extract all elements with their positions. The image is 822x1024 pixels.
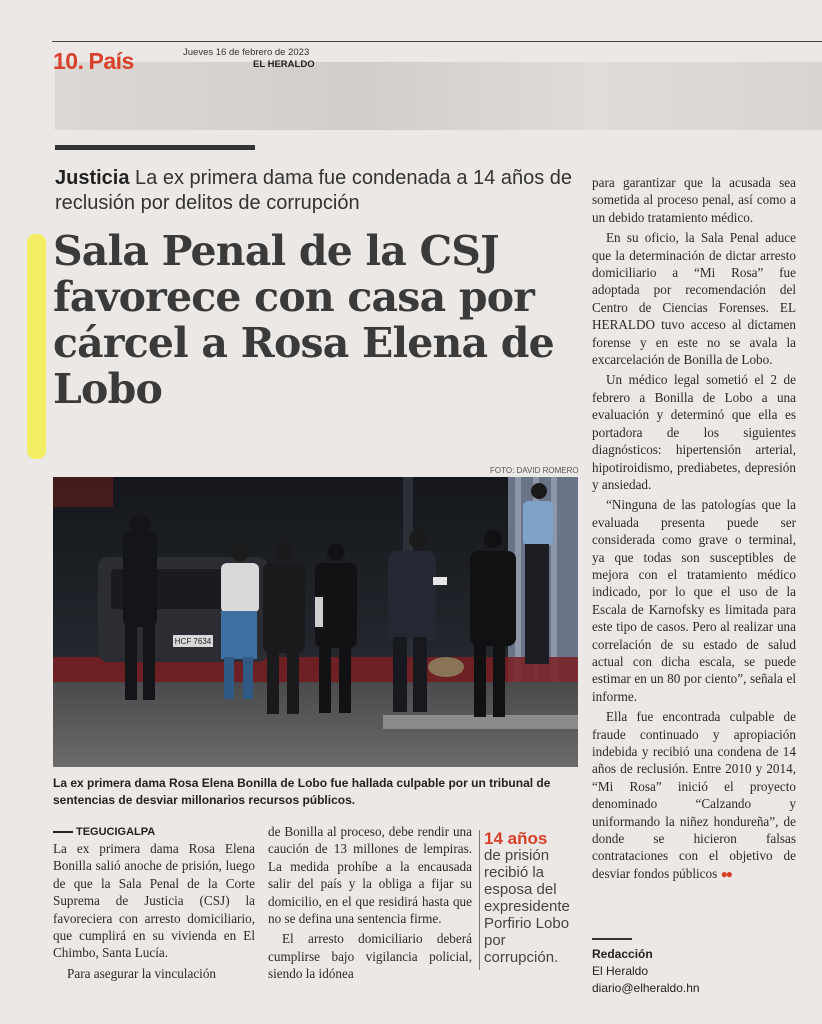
dateline-dash [53, 831, 73, 833]
dateline-text: TEGUCIGALPA [76, 826, 156, 838]
paragraph: de Bonilla al proceso, debe rendir una caución de 13 millones de lempiras. La medida prohíbe a la encausada salir del país y la obliga a fijar su domicilio, en el que residirá hasta que no se defina una sentencia firme. [268, 824, 472, 927]
body-column-1 [53, 840, 255, 985]
kicker-tag: Justicia [55, 167, 130, 189]
paragraph: Para asegurar la vinculación [67, 965, 217, 981]
page-number [53, 48, 134, 75]
dateline [53, 826, 155, 838]
paragraph: Un médico legal sometió el 2 de febrero a Bonilla de Lobo a una evaluación y determinó que ella es portadora de los siguientes diagnósticos: hipertensión arterial, hipotiroidismo, prediabetes, depresión y ansiedad. [592, 372, 796, 492]
photo-credit: FOTO: DAVID ROMERO [490, 466, 579, 475]
byline-label: Redacción [592, 947, 653, 961]
previous-page-bleed [55, 62, 822, 130]
kicker [55, 166, 575, 216]
end-mark: ●● [720, 866, 732, 881]
section-name: País [88, 48, 134, 74]
header-newspaper: EL HERALDO [253, 59, 315, 70]
pullquote-rule [479, 830, 480, 970]
paragraph: En su oficio, la Sala Penal aduce que la determinación de dictar arresto domiciliario a “Mi Rosa” fue adoptada por recomendación del Centro de Ciencias Forenses. EL HERALDO tuvo acceso al dictamen forense y en este no se avala la excarcelación de Bonilla de Lobo. [592, 230, 796, 368]
paragraph: El arresto domiciliario deberá cumplirse bajo vigilancia policial, siendo la idónea [268, 931, 472, 982]
kicker-rule [55, 145, 255, 150]
pullquote [484, 830, 574, 966]
headline: Sala Penal de la CSJ favorece con casa por cárcel a Rosa Elena de Lobo [53, 227, 554, 413]
paragraph-text: Ella fue encontrada culpable de fraude continuado y apropiación indebida y recibió una condena de 14 años de reclusión. Entre 2010 y 2014, “Mi Rosa” inició el proyecto denominado “Calzando y uniformando la niñez hondureña”, de donde se hicieron falsas contrataciones con el objetivo de desviar fondos públicos [592, 709, 796, 881]
page-number-value: 10. [53, 48, 84, 74]
photo-caption: La ex primera dama Rosa Elena Bonilla de Lobo fue hallada culpable por un tribunal de sentencias de desviar millonarios recursos públicos. [53, 776, 551, 807]
highlighter-mark [27, 234, 46, 459]
pullquote-text: de prisión recibió la esposa del expresidente Porfirio Lobo por corrupción. [484, 847, 570, 966]
license-plate: HCF 7634 [174, 637, 212, 646]
byline [592, 946, 792, 997]
byline-email[interactable]: diario@elheraldo.hn [592, 981, 700, 995]
pullquote-highlight: 14 años [484, 829, 548, 848]
paragraph: para garantizar que la acusada sea sometida al proceso penal, así como a un debido tratamiento médico. [592, 175, 796, 225]
paragraph [592, 708, 796, 883]
kicker-text: La ex primera dama fue condenada a 14 años de reclusión por delitos de corrupción [55, 167, 573, 214]
paragraph: La ex primera dama Rosa Elena Bonilla salió anoche de prisión, luego de que la Sala Penal de la Corte Suprema de Justicia (CSJ) la favoreciera con arresto domiciliario, que cumplirá en su vivienda en El Chimbo, Santa Lucía. [53, 841, 255, 961]
header-rule [52, 41, 822, 42]
news-photo [53, 477, 578, 767]
body-column-2 [268, 823, 472, 986]
body-column-3 [592, 174, 796, 886]
header-date: Jueves 16 de febrero de 2023 [183, 47, 310, 58]
byline-name: El Heraldo [592, 964, 649, 978]
byline-rule [592, 938, 632, 940]
paragraph: “Ninguna de las patologías que la evaluada presenta puede ser considerada como grave o terminal, ya que todas son susceptibles de mejora con el tratamiento médico indicado, por lo que el uso de la Escala de Karnofsky es limitada para este tipo de casos. Pero al realizar una correlación de su estado de salud actual con dicha escala, se puede estimar en un 80 por ciento”, señala el informe. [592, 497, 796, 704]
